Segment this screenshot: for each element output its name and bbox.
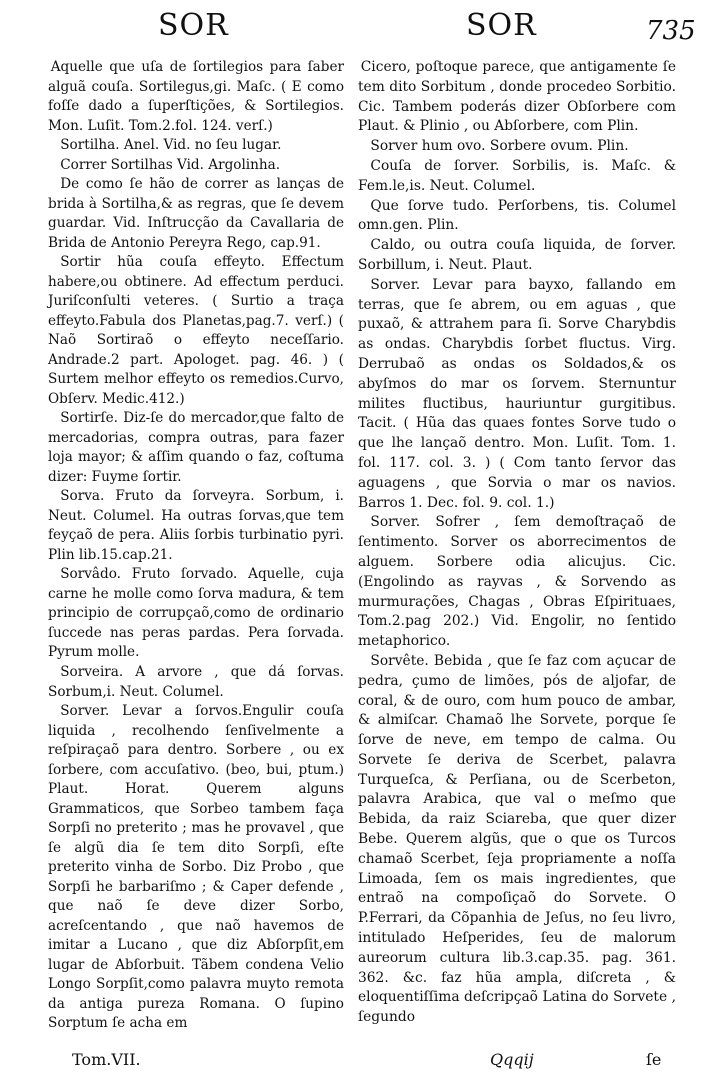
entry-sorvado: Sorvâdo. Fruto ſorvado. Aquelle, cuja carne he molle como ſorva madura, & tem principio de corrupçaõ,como de ordinario ſuccede nas peras pardas. Pera ſorvada. Pyrum molle. bbox=[48, 566, 344, 661]
entry-correr-sortilhas: Correr Sortilhas Vid. Argolinha. bbox=[60, 156, 281, 173]
running-head-right: SOR bbox=[466, 8, 537, 43]
entry-sortirse: Sortirſe. Diz-ſe do mercador,que falto de mercadorias, compra outras, para fazer loja mayor; & aſſim quando o faz, coſtuma dizer: Fuyme ſortir. bbox=[48, 410, 344, 485]
right-column bbox=[358, 58, 676, 1028]
entry-sorver-1: Sorver. Levar a ſorvos.Engulir couſa liquida , recolhendo ſenſivelmente a reſpiraçaõ para dentro. Sorbere , ou ex ſorbere, com accuſativo. (beo, bui, ptum.) Plaut. Horat. Querem alguns Grammaticos, que Sorbeo tambem faça Sorpſi no preterito ; mas he provavel , que ſe algũ dia ſe tem dito Sorpſi, eſte preterito vinha de Sorbo. Diz Probo , que Sorpſi he barbariſmo ; & Caper defende , que naõ ſe deve dizer Sorbo, acreſcentando , que naõ havemos de imitar a Lucano , que diz Abſorpſit,em lugar de Abſorbuit. Tãbem condena Velio Longo Sorpſit,como palavra muyto remota da antiga pureza Romana. O ſupino Sorptum ſe acha em bbox=[48, 703, 344, 1032]
entry-sorva: Sorva. Fruto da ſorveyra. Sorbum, i. Neut. Columel. Ha outras ſorvas,que tem feyçaõ de pera. Aliis ſorbis turbinatio pyri. Plin lib.15.cap.21. bbox=[48, 488, 344, 563]
running-head-left: SOR bbox=[158, 8, 229, 43]
entry-lancas-brida: De como ſe hão de correr as lanças de brida à Sortilha,& as regras, que ſe devem guardar. Vid. Inſtrucção da Cavallaria de Brida de Antonio Pereyra Rego, cap.91. bbox=[48, 176, 344, 251]
entry-sortilha: Sortilha. Anel. Vid. no ſeu lugar. bbox=[60, 137, 282, 154]
entry-caldo: Caldo, ou outra couſa liquida, de ſorver. Sorbillum, i. Neut. Plaut. bbox=[358, 237, 676, 273]
volume-label: Tom.VII. bbox=[72, 1050, 141, 1069]
entry-sorver-3: Sorver. Sofrer , ſem demoſtraçaõ de ſentimento. Sorver os aborrecimentos de alguem. Sorbere odia alicujus. Cic. (Engolindo as rayvas , & Sorvendo as murmurações, Chagas , Obras Eſpirituaes, Tom.2.pag 202.) Vid. Engolir, no ſentido metaphorico. bbox=[358, 514, 676, 650]
entry-cousa-de-sorver: Couſa de ſorver. Sorbilis, is. Maſc. & Fem.le,is. Neut. Columel. bbox=[358, 157, 676, 194]
page-number: 735 bbox=[646, 16, 696, 46]
entry-sortilegio: Aquelle que uſa de ſortilegios para ſaber alguã couſa. Sortilegus,gi. Maſc. ( E como foſſe dado a ſuperſtições, & Sortilegios. Mon. Luſit. Tom.2.fol. 124. verſ.) bbox=[48, 59, 344, 134]
entry-sorver-continued: Cicero, poſtoque parece, que antigamente ſe tem dito Sorbitum , donde procedeo Sorbitio. Cic. Tambem poderás dizer Obſorbere com Plaut. & Plinio , ou Abſorbere, com Plin. bbox=[358, 59, 676, 135]
entry-sorveira: Sorveira. A arvore , que dá ſorvas. Sorbum,i. Neut. Columel. bbox=[48, 663, 344, 700]
entry-sorvete: Sorvête. Bebida , que ſe faz com açucar de pedra, çumo de limões, pós de aljofar, de coral, & de ouro, com hum pouco de ambar, & almiſcar. Chamaõ lhe Sorvete, porque ſe ſorve de neve, em tempo de calma. Ou Sorvete ſe deriva de Scerbet, palavra Turqueſca, & Perſiana, ou de Scerbeton, palavra Arabica, que val o meſmo que Bebida, da raiz Sciareba, que quer dizer Bebe. Querem algũs, que o que os Turcos chamaõ Scerbet, ſeja propriamente a noſſa Limoada, ſem os mais ingredientes, que entraõ na compoſiçaõ do Sorvete. O P.Ferrari, da Cõpanhia de Jeſus, no ſeu livro, intitulado Heſperides, ſeu de malorum aureorum cultura lib.3.cap.35. pag. 361. 362. &c. faz hũa ampla, diſcreta , & eloquentiſſima deſcripçaõ Latina do Sorvete , ſegundo bbox=[358, 652, 676, 1026]
signature-mark: Qqqij bbox=[490, 1050, 534, 1069]
left-column bbox=[48, 58, 344, 1034]
catchword: ſe bbox=[646, 1050, 662, 1069]
entry-sortir: Sortir hũa couſa effeyto. Effectum habere,ou obtinere. Ad effectum perduci. Juriſconſulti veteres. ( Surtio a traça effeyto.Fabula dos Planetas,pag.7. verſ.) ( Naõ Sortiraõ o effeyto neceſſario. Andrade.2 part. Apologet. pag. 46. ) ( Surtem melhor effeyto os remedios.Curvo, Obſerv. Medic.412.) bbox=[48, 254, 344, 407]
entry-sorver-2: Sorver. Levar para bayxo, fallando em terras, que ſe abrem, ou em aguas , que puxaõ, & attrahem para ſi. Sorve Charybdis as ondas. Charybdis ſorbet fluctus. Virg. Derrubaõ as ondas os Soldados,& os abyſmos do mar os ſorvem. Sternuntur milites fluctibus, hauriuntur gurgitibus. Tacit. ( Hũa das quaes fontes Sorve tudo o que lhe lançaõ dentro. Mon. Luſit. Tom. 1. fol. 117. col. 3. ) ( Com tanto ſervor das aguagens , que Sorvia o mar os navios. Barros 1. Dec. fol. 9. col. 1.) bbox=[358, 276, 676, 511]
entry-sorver-ovo: Sorver hum ovo. Sorbere ovum. Plin. bbox=[370, 138, 629, 155]
entry-que-sorve-tudo: Que ſorve tudo. Perſorbens, tis. Columel omn.gen. Plin. bbox=[358, 197, 676, 234]
